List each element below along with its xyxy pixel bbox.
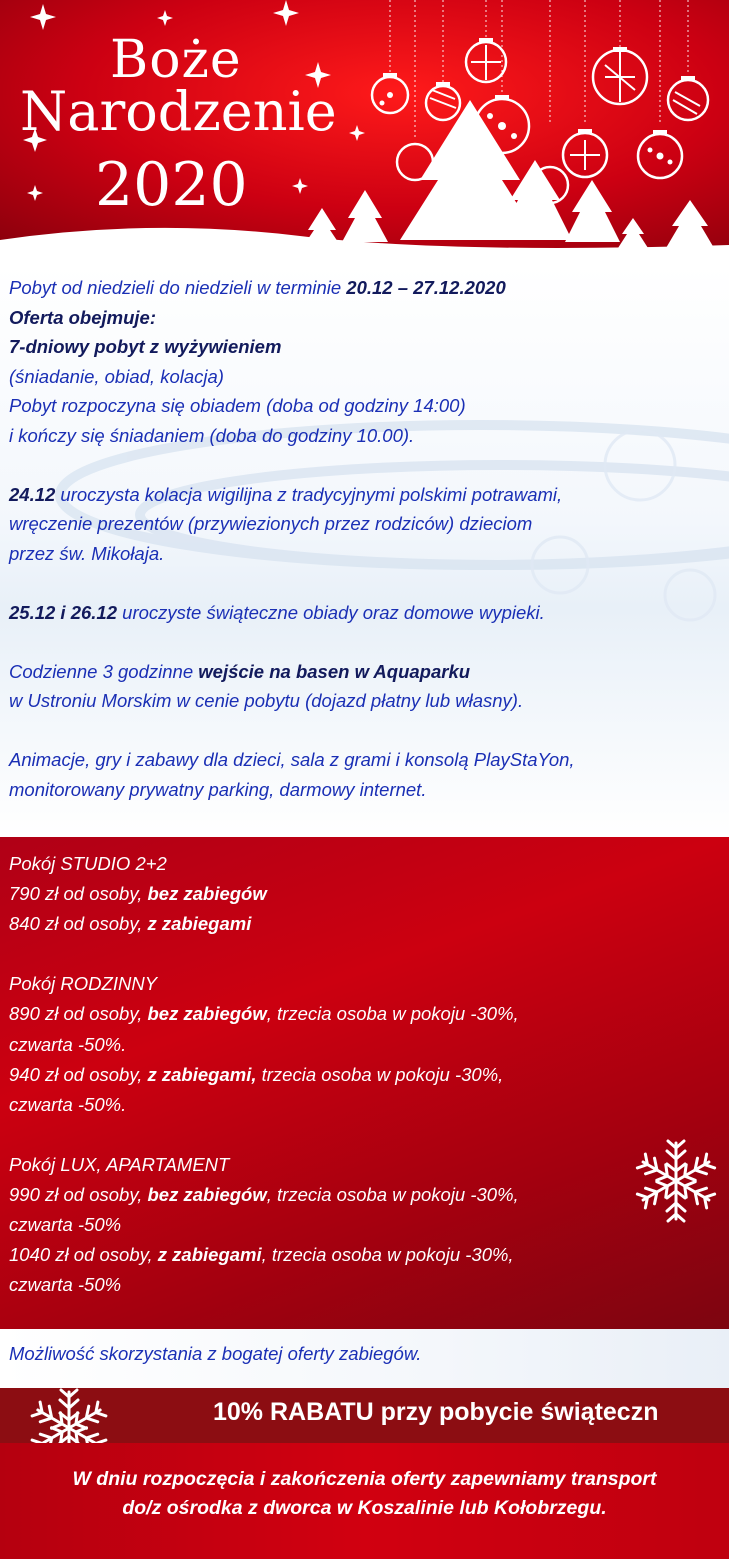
price-row-cont: czwarta -50% <box>9 1214 122 1236</box>
price-row: 990 zł od osoby, bez zabiegów, trzecia osoba w pokoju -30%, <box>9 1183 519 1205</box>
checkout-info: i kończy się śniadaniem (doba do godziny 10.00). <box>9 424 415 446</box>
price-row-cont: czwarta -50% <box>9 1274 122 1296</box>
price-row-cont: czwarta -50%. <box>9 1033 127 1055</box>
room-lux-title: Pokój LUX, APARTAMENT <box>9 1153 230 1175</box>
christmas-eve-line: 24.12 uroczysta kolacja wigilijna z tradycyjnymi polskimi potrawami, <box>9 483 563 505</box>
treatments-note <box>0 1329 729 1388</box>
amenities-line-2: monitorowany prywatny parking, darmowy internet. <box>9 778 427 800</box>
transport-line-1: W dniu rozpoczęcia i zakończenia oferty zapewniamy transport <box>72 1468 657 1490</box>
header-banner <box>0 0 729 265</box>
transport-line-2: do/z ośrodka z dworca w Koszalinie lub Kołobrzegu. <box>122 1497 607 1519</box>
price-row: 940 zł od osoby, z zabiegami, trzecia osoba w pokoju -30%, <box>9 1063 504 1085</box>
amenities-line-1: Animacje, gry i zabawy dla dzieci, sala z grami i konsolą PlayStaYon, <box>9 749 575 770</box>
price-row: 1040 zł od osoby, z zabiegami, trzecia osoba w pokoju -30%, <box>9 1244 514 1266</box>
room-family-title: Pokój RODZINNY <box>9 973 158 995</box>
transport-info <box>0 1443 729 1559</box>
gifts-line: wręczenie prezentów (przywiezionych przez rodziców) dzieciom <box>9 513 533 534</box>
aquapark-line: Codzienne 3 godzinne wejście na basen w Aquaparku <box>9 660 471 682</box>
price-row-cont: czwarta -50%. <box>9 1093 127 1115</box>
stay-7-days: 7-dniowy pobyt z wyżywieniem <box>9 336 282 357</box>
meals-info: (śniadanie, obiad, kolacja) <box>9 365 224 387</box>
snowflake-icon <box>632 1137 720 1225</box>
title-year: 2020 <box>95 150 248 220</box>
price-row: 890 zł od osoby, bez zabiegów, trzecia osoba w pokoju -30%, <box>9 1003 519 1025</box>
offer-includes-heading: Oferta obejmuje: <box>9 306 156 328</box>
santa-line: przez św. Mikołaja. <box>9 542 165 564</box>
aquapark-location: w Ustroniu Morskim w cenie pobytu (dojazd płatny lub własny). <box>9 690 524 711</box>
checkin-info: Pobyt rozpoczyna się obiadem (doba od godziny 14:00) <box>9 395 466 416</box>
snowflake-icon <box>27 1388 111 1443</box>
discount-banner <box>0 1388 729 1443</box>
price-row: 840 zł od osoby, z zabiegami <box>9 913 252 935</box>
christmas-dinner-line: 25.12 i 26.12 uroczyste świąteczne obiady oraz domowe wypieki. <box>9 601 545 623</box>
offer-description <box>0 265 729 837</box>
price-list <box>0 837 729 1329</box>
room-studio-title: Pokój STUDIO 2+2 <box>9 853 167 874</box>
discount-text: 10% RABATU przy pobycie świąteczn <box>213 1398 659 1426</box>
price-row: 790 zł od osoby, bez zabiegów <box>9 883 267 905</box>
treatments-note-text: Możliwość skorzystania z bogatej oferty zabiegów. <box>9 1343 422 1364</box>
title-boze: Boże <box>110 30 242 90</box>
title-narodzenie: Narodzenie <box>20 80 337 143</box>
info-line-1: Pobyt od niedzieli do niedzieli w terminie 20.12 – 27.12.2020 <box>9 277 506 298</box>
